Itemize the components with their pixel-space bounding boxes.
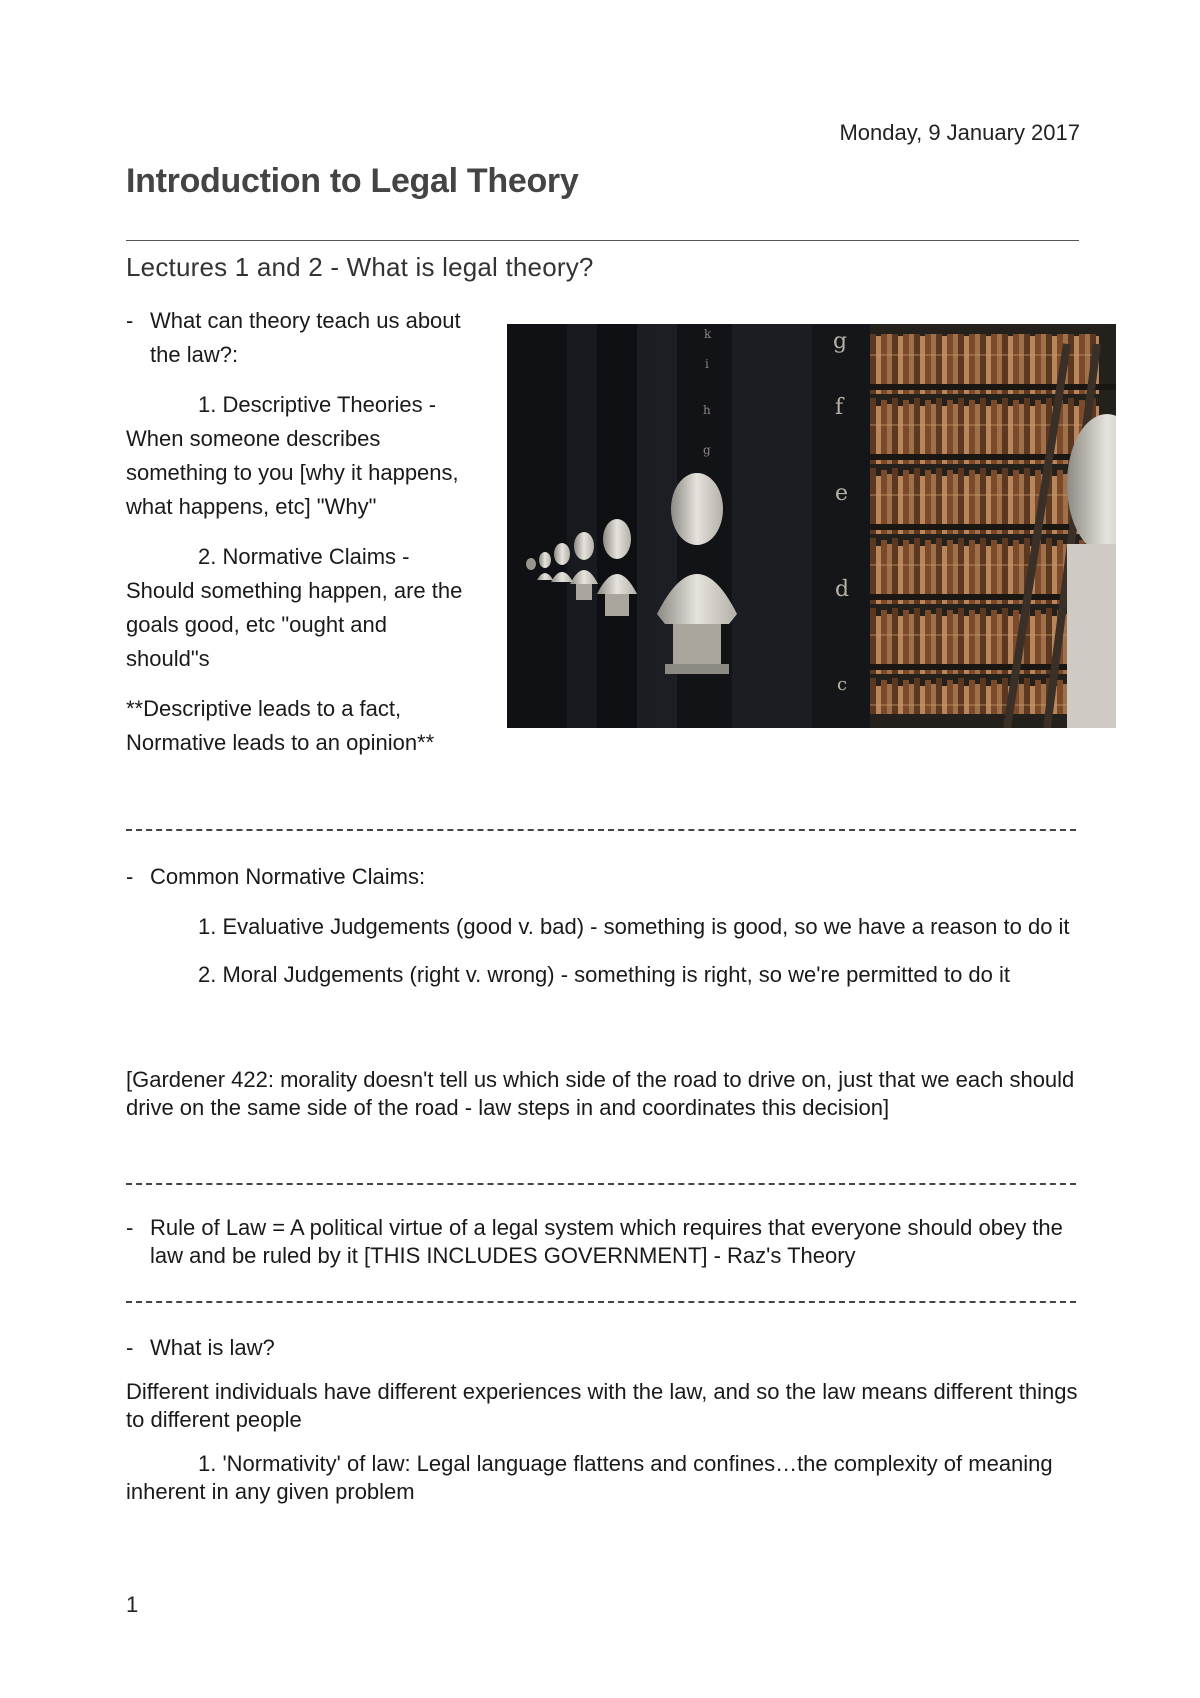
document-title: Introduction to Legal Theory xyxy=(126,162,579,200)
svg-text:k: k xyxy=(704,327,712,341)
note-descriptive-normative: **Descriptive leads to a fact, Normative leads to an opinion** xyxy=(126,696,435,755)
svg-text:c: c xyxy=(837,674,848,695)
svg-text:d: d xyxy=(835,577,850,602)
list-item-evaluative: 1. Evaluative Judgements (good v. bad) - something is good, so we have a reason to do it xyxy=(198,914,1070,939)
section-normative-claims xyxy=(126,860,1086,990)
bullet-dash: - xyxy=(126,308,134,333)
list-item-normativity: 1. 'Normativity' of law: Legal language flattens and confines…the complexity of meaning inherent in any given problem xyxy=(126,1451,1053,1504)
bullet-dash: - xyxy=(126,864,134,889)
section-theory xyxy=(126,304,471,760)
section-rule-of-law xyxy=(126,1214,1086,1270)
bullet-what-can-theory xyxy=(126,304,471,372)
paragraph-different-experiences: Different individuals have different experiences with the law, and so the law means different things to different people xyxy=(126,1379,1078,1432)
title-divider xyxy=(126,240,1079,241)
bullet-text: Rule of Law = A political virtue of a legal system which requires that everyone should obey the law and be ruled by it [THIS INCLUDES GOVERNMENT] - Raz's Theory xyxy=(150,1215,1063,1268)
svg-text:e: e xyxy=(835,481,849,506)
dashed-separator xyxy=(126,1183,1076,1185)
svg-text:f: f xyxy=(835,395,844,420)
section-what-is-law xyxy=(126,1334,1086,1506)
svg-text:h: h xyxy=(703,403,711,417)
svg-text:g: g xyxy=(833,329,848,354)
list-item-descriptive: 1. Descriptive Theories - When someone describes something to you [why it happens, what happens, etc] "Why" xyxy=(126,392,459,519)
bullet-dash: - xyxy=(126,1215,134,1240)
page-number: 1 xyxy=(126,1592,139,1617)
bullet-text: What can theory teach us about the law?: xyxy=(150,308,461,367)
svg-text:i: i xyxy=(705,357,709,371)
list-item-moral: 2. Moral Judgements (right v. wrong) - something is right, so we're permitted to do it xyxy=(198,962,1011,987)
list-item-normative: 2. Normative Claims - Should something happen, are the goals good, etc "ought and should"s xyxy=(126,544,463,671)
bullet-text: Common Normative Claims: xyxy=(150,864,426,889)
bullet-rule-of-law xyxy=(126,1214,1086,1270)
gardener-quote: [Gardener 422: morality doesn't tell us which side of the road to drive on, just that we each should drive on the same side of the road - law steps in and coordinates this decision] xyxy=(126,1067,1075,1120)
dashed-separator xyxy=(126,829,1076,831)
lecture-heading: Lectures 1 and 2 - What is legal theory? xyxy=(126,252,594,282)
library-photo xyxy=(507,324,1116,728)
bullet-what-is-law xyxy=(126,1334,1086,1362)
dashed-separator xyxy=(126,1301,1076,1303)
bullet-common-normative xyxy=(126,860,1086,894)
document-date: Monday, 9 January 2017 xyxy=(839,120,1080,145)
svg-text:g: g xyxy=(703,443,711,457)
library-photo-graphic xyxy=(507,324,1116,728)
bullet-dash: - xyxy=(126,1335,134,1360)
bullet-text: What is law? xyxy=(150,1335,275,1360)
